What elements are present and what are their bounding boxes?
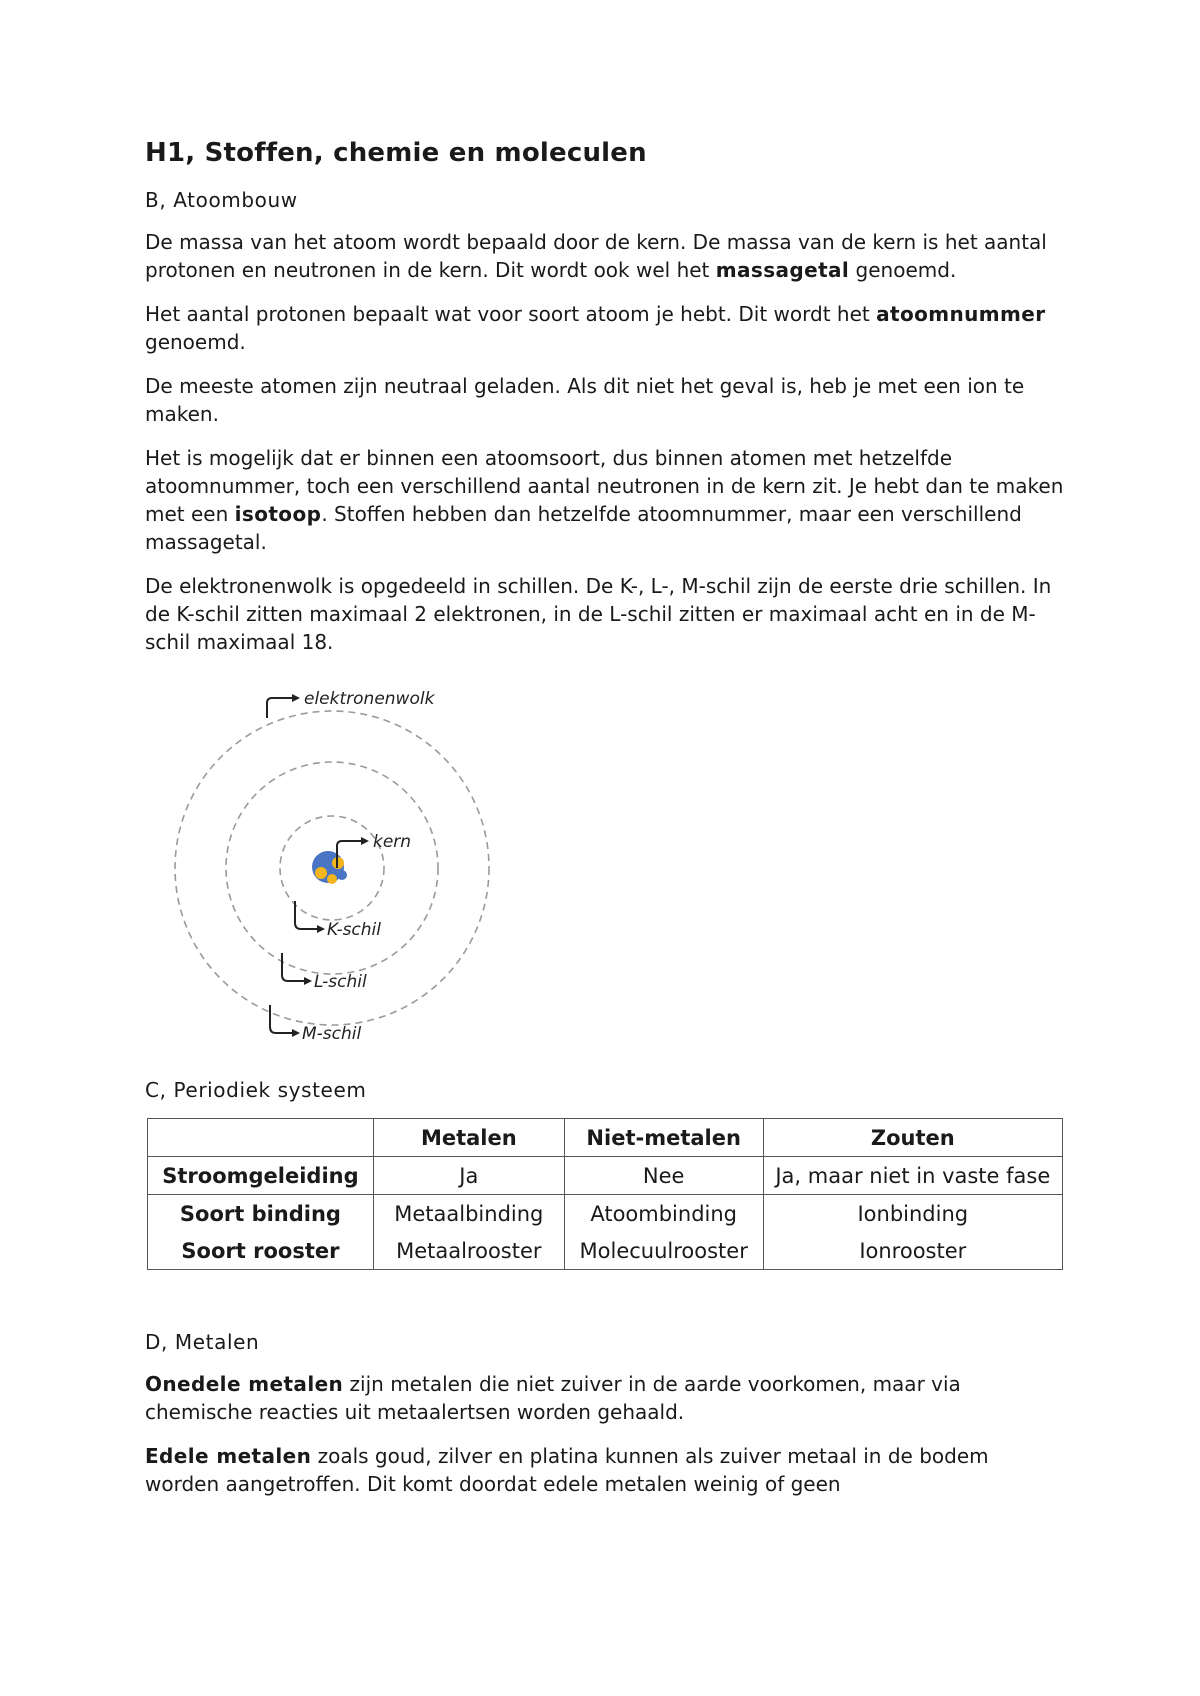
text: zoals goud, zilver en platina kunnen als zuiver metaal in de bodem worden aangetroffen. Dit komt doordat edele metalen weinig of geen: [145, 1444, 989, 1496]
text: Het aantal protonen bepaalt wat voor soort atoom je hebt. Dit wordt het: [145, 302, 877, 326]
periodiek-systeem-table: [147, 1118, 1063, 1270]
text: Het is mogelijk dat er binnen een atoomsoort, dus binnen atomen met hetzelfde atoomnummer, toch een verschillend aantal neutronen in de kern zit. Je hebt dan te maken met een: [145, 446, 1064, 526]
kern-arrow-head: [361, 837, 369, 845]
section-d-heading: D, Metalen: [145, 1330, 260, 1354]
nucleus: [312, 851, 347, 884]
cloud-arrow: [267, 698, 292, 718]
nucleus-blue-particle: [337, 870, 347, 880]
k-schil-arrow: [295, 901, 318, 929]
label-elektronenwolk: elektronenwolk: [304, 689, 435, 709]
table-header-cell: Metalen: [373, 1119, 564, 1157]
table-row: [148, 1195, 1063, 1233]
paragraph-ion: De meeste atomen zijn neutraal geladen. Als dit niet het geval is, heb je met een ion te maken.: [145, 374, 1025, 426]
table-cell: Ionbinding: [763, 1195, 1062, 1233]
nucleus-yellow-particle: [315, 867, 327, 879]
label-m-schil: M-schil: [302, 1024, 362, 1044]
table-header-cell: Niet-metalen: [564, 1119, 763, 1157]
text: zijn metalen die niet zuiver in de aarde voorkomen, maar via chemische reacties uit metaalertsen worden gehaald.: [145, 1372, 961, 1424]
table-cell: Atoombinding: [564, 1195, 763, 1233]
paragraph-schillen: De elektronenwolk is opgedeeld in schillen. De K-, L-, M-schil zijn de eerste drie schillen. In de K-schil zitten maximaal 2 elektronen, in de L-schil zitten er maximaal acht en in de M-schil maximaal 18.: [145, 574, 1052, 654]
atom-diagram-svg: [162, 668, 522, 1058]
term-atoomnummer: atoomnummer: [876, 302, 1046, 326]
table-row: [148, 1232, 1063, 1270]
table-row-header: Soort binding: [148, 1195, 374, 1233]
nucleus-yellow-particle: [327, 874, 337, 884]
text: . Stoffen hebben dan hetzelfde atoomnummer, maar een verschillend massagetal.: [145, 502, 1022, 554]
table-cell: Ja, maar niet in vaste fase: [763, 1157, 1062, 1195]
table-cell: Ionrooster: [763, 1232, 1062, 1270]
text: genoemd.: [145, 330, 246, 354]
label-kern: kern: [373, 832, 412, 852]
table-cell: Ja: [373, 1157, 564, 1195]
table-cell: Molecuulrooster: [564, 1232, 763, 1270]
section-b-heading: B, Atoombouw: [145, 188, 298, 212]
term-isotoop: isotoop: [234, 502, 322, 526]
atom-shell-diagram: [162, 668, 522, 1058]
document-page: [145, 138, 1065, 1514]
k-schil-arrow-head: [317, 925, 325, 933]
section-c-heading: C, Periodiek systeem: [145, 1078, 367, 1102]
term-onedele-metalen: Onedele metalen: [145, 1372, 344, 1396]
table-row-header: Soort rooster: [148, 1232, 374, 1270]
label-l-schil: L-schil: [314, 972, 367, 992]
label-k-schil: K-schil: [327, 920, 381, 940]
table-row: [148, 1157, 1063, 1195]
paragraph-isotoop: [145, 444, 1065, 556]
paragraph-massa: [145, 228, 1065, 284]
page-title: H1, Stoffen, chemie en moleculen: [145, 138, 647, 168]
text: De massa van het atoom wordt bepaald door de kern. De massa van de kern is het aantal protonen en neutronen in de kern. Dit wordt ook wel het: [145, 230, 1047, 282]
table-row-header: Stroomgeleiding: [148, 1157, 374, 1195]
m-schil-arrow-head: [292, 1029, 300, 1037]
l-schil-arrow-head: [304, 977, 312, 985]
term-edele-metalen: Edele metalen: [145, 1444, 312, 1468]
table-cell: Metaalrooster: [373, 1232, 564, 1270]
table-header-cell: [148, 1119, 374, 1157]
table-cell: Metaalbinding: [373, 1195, 564, 1233]
nucleus-blue-particle: [318, 852, 330, 864]
text: genoemd.: [849, 258, 957, 282]
paragraph-onedele: [145, 1370, 1065, 1426]
term-massagetal: massagetal: [715, 258, 850, 282]
table-header-row: [148, 1119, 1063, 1157]
cloud-arrow-head: [292, 694, 300, 702]
paragraph-edele: [145, 1442, 1065, 1498]
paragraph-protonen: [145, 300, 1065, 356]
table-cell: Nee: [564, 1157, 763, 1195]
table-header-cell: Zouten: [763, 1119, 1062, 1157]
